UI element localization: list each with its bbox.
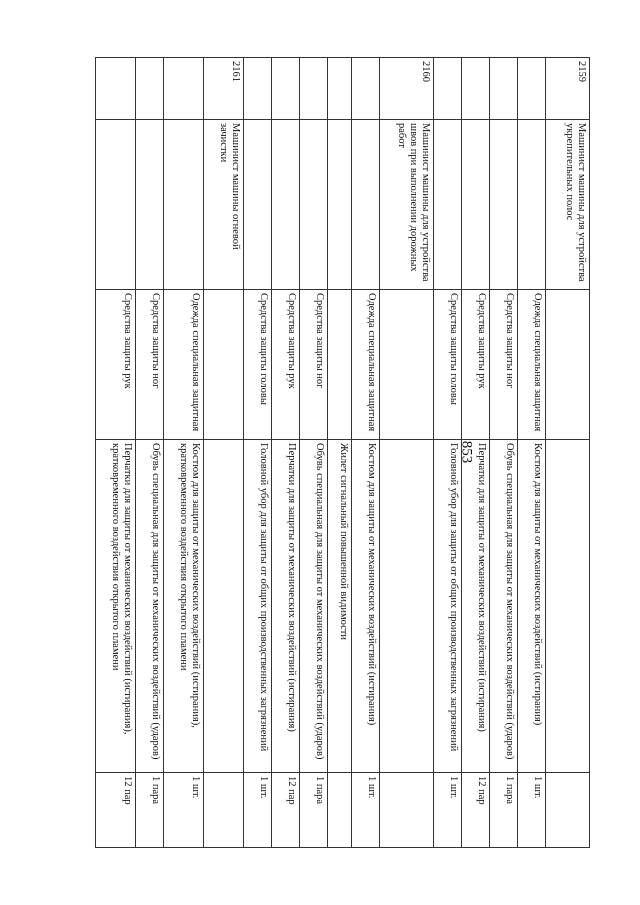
ppe-category-cell: Средства защиты головы [434, 290, 462, 440]
ppe-category-cell: Одежда специальная защитная [518, 290, 546, 440]
table-row [518, 58, 546, 848]
profession-cell [164, 120, 204, 290]
ppe-item-cell: Костюм для защиты от механических воздействий (истирания) [352, 440, 380, 773]
row-number-cell [518, 58, 546, 120]
profession-cell: Машинист машины для устройства укрепительных полос [546, 120, 590, 290]
ppe-category-cell [380, 290, 434, 440]
issue-norm-cell: 1 шт. [352, 773, 380, 848]
issue-norm-cell: 1 шт. [164, 773, 204, 848]
issue-norm-cell: 1 шт. [244, 773, 272, 848]
ppe-item-cell: Головной убор для защиты от общих производственных загрязнений [434, 440, 462, 773]
table-row [244, 58, 272, 848]
profession-cell [434, 120, 462, 290]
ppe-item-cell: Обувь специальная для защиты от механических воздействий (ударов) [490, 440, 518, 773]
profession-cell [352, 120, 380, 290]
row-number-cell [434, 58, 462, 120]
ppe-norms-table [95, 57, 590, 848]
ppe-category-cell: Средства защиты ног [300, 290, 328, 440]
table-row [300, 58, 328, 848]
issue-norm-cell: 1 шт. [434, 773, 462, 848]
row-number-cell [244, 58, 272, 120]
profession-cell: Машинист машины огневой зачистки [204, 120, 244, 290]
ppe-category-cell [546, 290, 590, 440]
row-number-cell [136, 58, 164, 120]
table-row [380, 58, 434, 848]
row-number-cell [352, 58, 380, 120]
row-number-cell [272, 58, 300, 120]
ppe-item-cell: Жилет сигнальный повышенной видимости [328, 440, 352, 773]
ppe-item-cell: Перчатки для защиты от механических воздействий (истирания) [462, 440, 490, 773]
ppe-item-cell: Обувь специальная для защиты от механических воздействий (ударов) [136, 440, 164, 773]
ppe-category-cell: Средства защиты головы [244, 290, 272, 440]
profession-cell [272, 120, 300, 290]
table-row [164, 58, 204, 848]
ppe-item-cell [380, 440, 434, 773]
table-row [328, 58, 352, 848]
issue-norm-cell: 1 пара [490, 773, 518, 848]
issue-norm-cell [204, 773, 244, 848]
row-number-cell [96, 58, 136, 120]
issue-norm-cell: 12 пар [96, 773, 136, 848]
ppe-category-cell: Средства защиты рук [462, 290, 490, 440]
ppe-item-cell: Костюм для защиты от механических воздействий (истирания) [518, 440, 546, 773]
ppe-item-cell [204, 440, 244, 773]
profession-cell: Машинист машины для устройства швов при выполнении дорожных работ [380, 120, 434, 290]
profession-cell [244, 120, 272, 290]
row-number-cell [164, 58, 204, 120]
table-row [434, 58, 462, 848]
row-number-cell [462, 58, 490, 120]
issue-norm-cell: 1 шт. [518, 773, 546, 848]
profession-cell [300, 120, 328, 290]
document-table-container [50, 57, 590, 847]
row-number-cell: 2159 [546, 58, 590, 120]
ppe-category-cell: Одежда специальная защитная [164, 290, 204, 440]
ppe-category-cell [204, 290, 244, 440]
issue-norm-cell: 12 пар [462, 773, 490, 848]
row-number-cell [490, 58, 518, 120]
row-number-cell: 2161 [204, 58, 244, 120]
ppe-category-cell [328, 290, 352, 440]
ppe-category-cell: Средства защиты ног [490, 290, 518, 440]
profession-cell [328, 120, 352, 290]
table-row [546, 58, 590, 848]
ppe-category-cell: Средства защиты рук [272, 290, 300, 440]
profession-cell [96, 120, 136, 290]
table-row [204, 58, 244, 848]
table-row [272, 58, 300, 848]
issue-norm-cell [328, 773, 352, 848]
ppe-item-cell [546, 440, 590, 773]
row-number-cell [300, 58, 328, 120]
issue-norm-cell [546, 773, 590, 848]
table-row [96, 58, 136, 848]
profession-cell [462, 120, 490, 290]
page-number: 853 [458, 440, 475, 464]
ppe-item-cell: Головной убор для защиты от общих производственных загрязнений [244, 440, 272, 773]
issue-norm-cell: 1 пара [136, 773, 164, 848]
profession-cell [136, 120, 164, 290]
ppe-category-cell: Средства защиты рук [96, 290, 136, 440]
ppe-item-cell: Перчатки для защиты от механических воздействий (истирания) [272, 440, 300, 773]
issue-norm-cell [380, 773, 434, 848]
ppe-category-cell: Одежда специальная защитная [352, 290, 380, 440]
table-row [462, 58, 490, 848]
profession-cell [490, 120, 518, 290]
profession-cell [518, 120, 546, 290]
issue-norm-cell: 1 пара [300, 773, 328, 848]
table-row [490, 58, 518, 848]
row-number-cell [328, 58, 352, 120]
ppe-category-cell: Средства защиты ног [136, 290, 164, 440]
table-row [136, 58, 164, 848]
table-row [352, 58, 380, 848]
ppe-item-cell: Костюм для защиты от механических воздействий (истирания), кратковременного воздействия открытого пламени [164, 440, 204, 773]
row-number-cell: 2160 [380, 58, 434, 120]
ppe-item-cell: Обувь специальная для защиты от механических воздействий (ударов) [300, 440, 328, 773]
ppe-item-cell: Перчатки для защиты от механических воздействий (истирания), кратковременного воздействия открытого пламени [96, 440, 136, 773]
issue-norm-cell: 12 пар [272, 773, 300, 848]
